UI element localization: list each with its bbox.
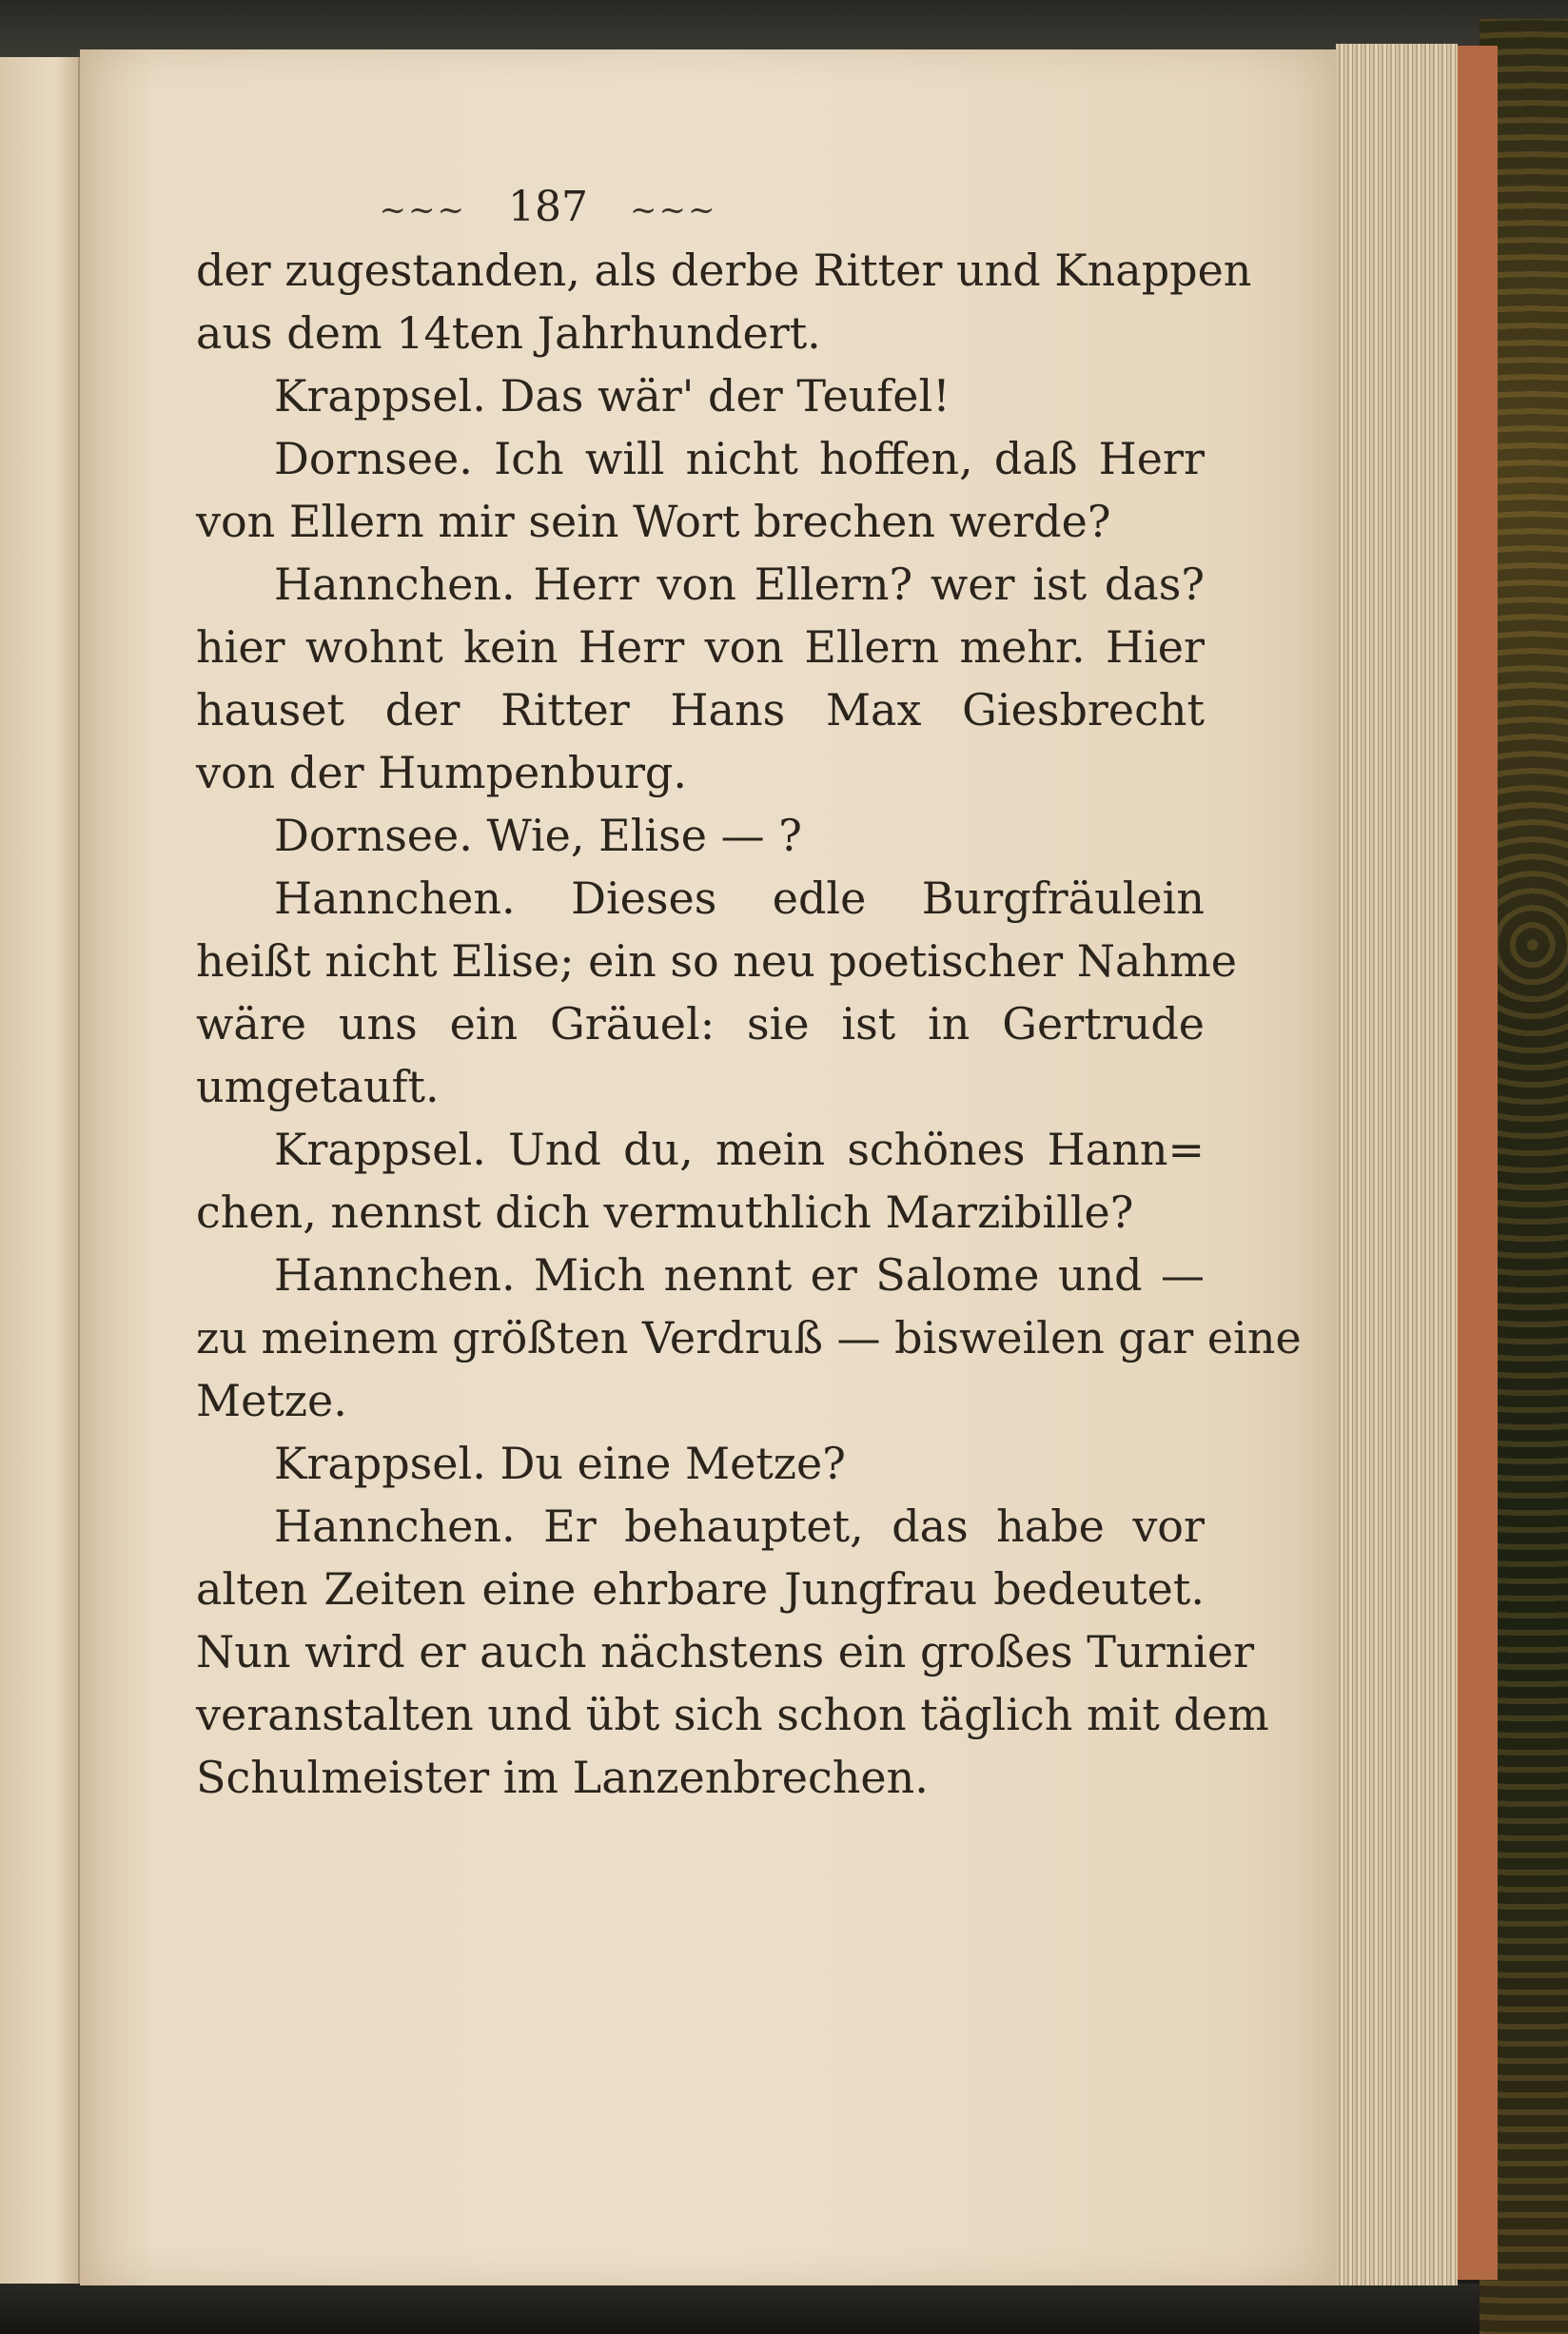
text-line: wäre uns ein Gräuel: sie ist in Gertrude xyxy=(196,998,1205,1049)
text-line: Hannchen. Herr von Ellern? wer ist das? xyxy=(274,559,1205,610)
text-line: hier wohnt kein Herr von Ellern mehr. Hier xyxy=(196,621,1205,673)
book-cover-top xyxy=(0,0,1568,57)
page-number: 187 xyxy=(508,183,588,231)
text-line: aus dem 14ten Jahrhundert. xyxy=(196,307,821,359)
page-header xyxy=(44,183,1052,240)
text-line: veranstalten und übt sich schon täglich mit dem xyxy=(196,1689,1269,1740)
text-line: der zugestanden, als derbe Ritter und Knappen xyxy=(196,245,1252,296)
text-line: umgetauft. xyxy=(196,1061,440,1112)
text-line: Schulmeister im Lanzenbrechen. xyxy=(196,1752,929,1803)
book-page xyxy=(80,49,1336,2285)
page-block-edges xyxy=(1336,44,1458,2285)
text-line: Krappsel. Du eine Metze? xyxy=(274,1438,846,1489)
text-line: Krappsel. Das wär' der Teufel! xyxy=(274,370,951,422)
text-line: von Ellern mir sein Wort brechen werde? xyxy=(196,496,1111,547)
text-line: alten Zeiten eine ehrbare Jungfrau bedeutet. xyxy=(196,1563,1205,1615)
header-ornament-left: ~~~ xyxy=(379,191,466,229)
text-line: Metze. xyxy=(196,1375,347,1426)
header-ornament-right: ~~~ xyxy=(629,191,717,229)
text-line: Hannchen. Er behauptet, das habe vor xyxy=(274,1500,1205,1552)
text-line: von der Humpenburg. xyxy=(196,747,687,798)
text-line: Nun wird er auch nächstens ein großes Turnier xyxy=(196,1626,1255,1677)
text-line: Dornsee. Wie, Elise — ? xyxy=(274,810,802,861)
text-line: chen, nennst dich vermuthlich Marzibille? xyxy=(196,1187,1134,1238)
text-line: Hannchen. Dieses edle Burgfräulein xyxy=(274,873,1205,924)
book-cover-bottom xyxy=(0,2284,1568,2334)
text-line: Hannchen. Mich nennt er Salome und — xyxy=(274,1249,1205,1301)
text-line: Dornsee. Ich will nicht hoffen, daß Herr xyxy=(274,433,1205,484)
facing-page-edge xyxy=(0,57,80,2284)
text-line: hauset der Ritter Hans Max Giesbrecht xyxy=(196,684,1205,736)
cover-board-edge xyxy=(1456,46,1498,2280)
text-line: Krappsel. Und du, mein schönes Hann= xyxy=(274,1124,1205,1175)
text-line: zu meinem größten Verdruß — bisweilen gar eine xyxy=(196,1312,1302,1363)
text-line: heißt nicht Elise; ein so neu poetischer Nahme xyxy=(196,935,1237,987)
